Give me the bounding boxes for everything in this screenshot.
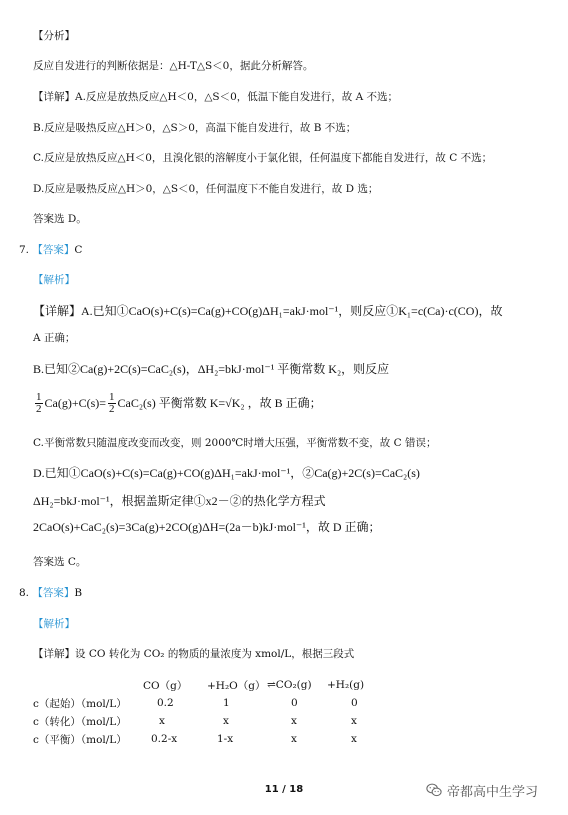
table-cell: x: [223, 715, 229, 727]
table-cell: 1: [223, 697, 230, 709]
detail-d-line2: ΔH₂=bkJ·mol⁻¹，根据盖斯定律①x2－②的热化学方程式: [33, 494, 326, 508]
table-cell: 1-x: [217, 733, 234, 745]
answer-value: C: [74, 244, 83, 256]
detail-b-line1: B.已知②Ca(g)+2C(s)=CaC₂(s)，ΔH₂=bkJ·mol⁻¹ 平衡常数 K₂，则反应: [33, 362, 390, 376]
question-7-conclusion: 答案选 C。: [33, 556, 87, 568]
answer-tag: 【答案】: [32, 587, 75, 599]
table-cell: +H₂(g): [327, 679, 365, 691]
detail-option-d: D.反应是吸热反应△H＞0，△S＜0，任何温度下不能自发进行，故 D 选；: [33, 183, 379, 195]
analysis-tag: 【解析】: [33, 618, 75, 630]
table-cell: 0.2: [157, 697, 174, 709]
table-cell: x: [291, 715, 297, 727]
table-cell: x: [291, 733, 297, 745]
table-header: [33, 676, 387, 694]
table-cell: x: [351, 715, 357, 727]
table-cell: x: [159, 715, 165, 727]
question-number: 7.: [19, 244, 30, 256]
table-row: [33, 730, 387, 748]
table-cell: 0.2-x: [151, 733, 178, 745]
watermark: [425, 779, 565, 801]
watermark-text: 帝都高中生学习: [447, 784, 539, 800]
analysis-text: 反应自发进行的判断依据是：△H-T△S＜0，据此分析解答。: [33, 60, 314, 72]
table-row: [33, 694, 387, 712]
answer-value: B: [74, 587, 83, 599]
detail-option-b: B.反应是吸热反应△H＞0，△S＞0，高温下能自发进行，故 B 不选；: [33, 122, 357, 134]
question-7-answer-line: [19, 243, 82, 257]
detail-option-c: C.反应是放热反应△H＜0，且溴化银的溶解度小于氯化银，任何温度下都能自发进行，故 C 不选；: [33, 152, 493, 164]
table-row: [33, 712, 387, 730]
detail-option-a: 【详解】A.反应是放热反应△H＜0，△S＜0，低温下能自发进行，故 A 不选；: [33, 91, 399, 103]
table-cell: c（起始）（mol/L）: [33, 697, 127, 710]
table-cell: x: [351, 733, 357, 745]
table-cell: c（平衡）（mol/L）: [33, 733, 127, 746]
question-number: 8.: [19, 587, 30, 599]
equation-part: Ca(g)+C(s)=: [44, 396, 107, 410]
detail-d-line3: 2CaO(s)+CaC₂(s)=3Ca(g)+2CO(g)ΔH=(2a－b)kJ·mol⁻¹，故 D 正确；: [33, 520, 381, 534]
equation-part: CaC₂(s) 平衡常数 K=√K₂ ，故 B 正确；: [117, 396, 322, 410]
answer-tag: 【答案】: [32, 244, 75, 256]
table-cell: CO（g）: [143, 679, 188, 692]
detail-b-line2: [33, 389, 322, 417]
table-cell: +H₂O（g）: [207, 679, 266, 692]
answer-conclusion: 答案选 D。: [33, 213, 87, 225]
table-cell: 0: [351, 697, 358, 709]
detail-a-line2: A 正确；: [33, 332, 76, 344]
detail-d-line1: D.已知①CaO(s)+C(s)=Ca(g)+CO(g)ΔH₁=akJ·mol⁻¹，②Ca(g)+2C(s)=CaC₂(s): [33, 466, 420, 480]
fraction-half: $\frac{1}{2}$: [36, 390, 42, 415]
table-cell: ⇌CO₂(g): [267, 679, 312, 691]
detail-line: 【详解】设 CO 转化为 CO₂ 的物质的量浓度为 xmol/L，根据三段式: [33, 648, 355, 660]
wechat-icon: [425, 781, 443, 799]
table-cell: c（转化）（mol/L）: [33, 715, 127, 728]
table-cell: 0: [291, 697, 298, 709]
ice-table: [33, 676, 387, 748]
page-number: 11 / 18: [264, 784, 304, 795]
table-cell: [33, 676, 143, 694]
detail-c-line: C.平衡常数只随温度改变而改变，则 2000℃时增大压强，平衡常数不变，故 C 错误；: [33, 437, 437, 449]
analysis-heading: 【分析】: [33, 30, 75, 42]
fraction-half: $\frac{1}{2}$: [109, 390, 115, 415]
detail-a-line1: 【详解】A.已知①CaO(s)+C(s)=Ca(g)+CO(g)ΔH₁=akJ·mol⁻¹，则反应①K₁=c(Ca)·c(CO)，故: [33, 304, 503, 318]
analysis-tag: 【解析】: [33, 274, 75, 286]
question-8-answer-line: [19, 586, 82, 600]
